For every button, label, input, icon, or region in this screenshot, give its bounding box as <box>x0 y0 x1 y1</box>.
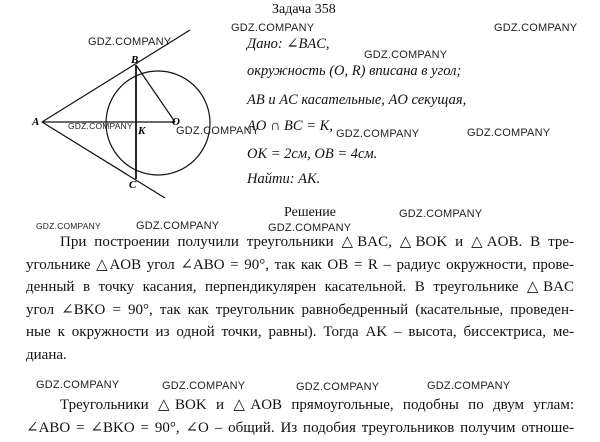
given-line-4: AO ∩ BC = K, <box>247 118 333 134</box>
point-a-label: A <box>32 116 40 128</box>
problem-title: Задача 358 <box>272 2 336 17</box>
watermark: GDZ.COMPANY <box>176 125 260 137</box>
watermark: GDZ.COMPANY <box>399 208 483 220</box>
text-line: ∠ABO = ∠BKO = 90°, ∠O – общий. Из подобия треугольников получим отноше- <box>26 419 574 436</box>
given-line-5: OK = 2см, OB = 4см. <box>247 146 378 162</box>
watermark: GDZ.COMPANY <box>136 220 220 232</box>
watermark: GDZ.COMPANY <box>467 127 551 139</box>
watermark: GDZ.COMPANY <box>162 380 246 392</box>
point-k-label: K <box>138 125 146 137</box>
watermark: GDZ.COMPANY <box>36 379 120 391</box>
watermark: GDZ.COMPANY <box>494 22 578 34</box>
text-line: угол ∠BKO = 90°, так как треугольник равнобедренный (касательные, проведен- <box>26 301 574 318</box>
watermark: GDZ.COMPANY <box>296 381 380 393</box>
solution-paragraph-1 <box>26 231 574 366</box>
watermark: GDZ.COMPANY <box>88 36 172 48</box>
text-line: диана. <box>26 346 67 363</box>
point-b-label: B <box>131 54 139 66</box>
watermark: GDZ.COMPANY <box>427 380 511 392</box>
text-line: денный в точку касания, перпендикулярен касательной. В треугольнике △BAC <box>26 279 574 295</box>
watermark: GDZ.COMPANY <box>231 22 315 34</box>
given-line-1: Дано: ∠BAC, <box>247 36 330 52</box>
tangent-ac <box>42 122 165 198</box>
text-line: ные к окружности из одной точки, равны). Тогда AK – высота, биссектриса, ме- <box>26 324 574 340</box>
point-c-label: C <box>129 179 137 191</box>
watermark: GDZ.COMPANY <box>268 222 352 234</box>
watermark: GDZ.COMPANY <box>68 121 133 131</box>
watermark: GDZ.COMPANY <box>364 49 448 61</box>
watermark: GDZ.COMPANY <box>36 221 101 231</box>
segment-bo <box>136 65 175 122</box>
watermark: GDZ.COMPANY <box>336 128 420 140</box>
given-line-6: Найти: AK. <box>247 171 321 187</box>
text-line: Треугольники △BOK и △AOB прямоугольные, подобны по двум углам: <box>60 397 574 413</box>
given-line-2: окружность (O, R) вписана в угол; <box>247 63 462 79</box>
given-line-3: AB и AC касательные, AO секущая, <box>247 92 467 108</box>
solution-paragraph-2 <box>26 394 574 439</box>
solution-heading: Решение <box>284 205 337 220</box>
point-o-label: O <box>172 116 180 128</box>
text-line: При построении получили треугольники △BAC, △BOK и △AOB. В тре- <box>60 234 574 250</box>
text-line: угольнике △AOB угол ∠ABO = 90°, так как OB = R – радиус окружности, прове- <box>26 256 574 273</box>
